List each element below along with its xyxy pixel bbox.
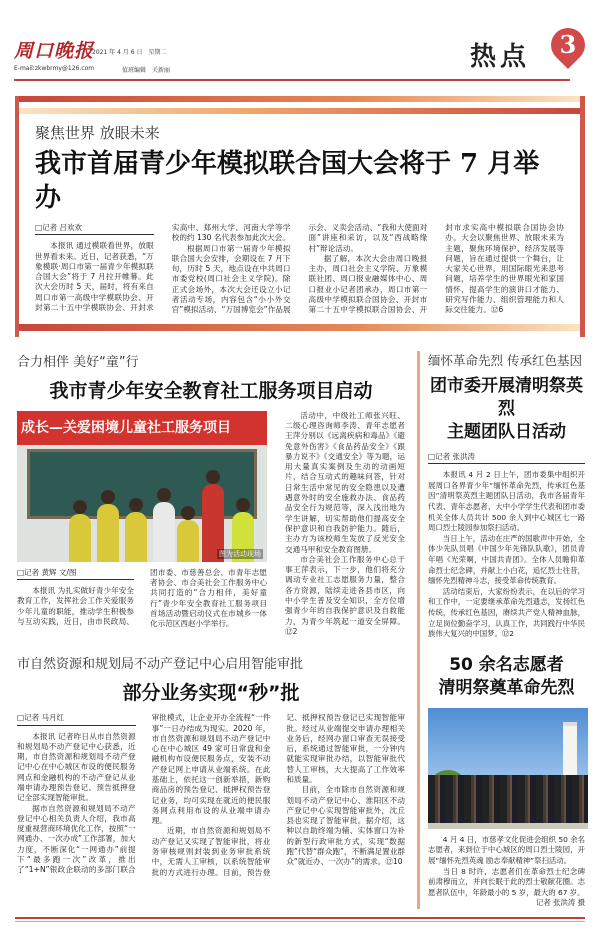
article2-byline: □记者 黄辉 文/图 — [17, 568, 134, 580]
paragraph: 近期，市自然资源和规划局不动产登记又实现了智能审批，将业务审核规则封装到业务审批系统中，无需人工审核，以系统智能审批的方式进行办理。目前，预告登记、抵押权预告登记已实现智能审批。经过从业端提交申请办理相关业务后，经网办窗口审查无误接受后，系统通过智能审批，一分钟内就能实现审批办结，以智能审批代替人工审核，大大提高了工作效率和质量。 — [151, 713, 405, 877]
page-number: 3 — [559, 30, 577, 59]
article2-body — [17, 568, 267, 630]
footer-rule — [15, 917, 585, 919]
article2-kicker: 合力相伴 美好“童”行 — [17, 354, 139, 370]
title-line: 团市委开展清明祭英烈 — [430, 375, 583, 419]
article2-left — [17, 411, 267, 638]
title-line: 50 余名志愿者 — [449, 654, 564, 675]
masthead — [0, 0, 600, 84]
paragraph: 本报讯 记者昨日从市自然资源和规划局不动产登记中心获悉，近期，市自然资源和规划局不动产登记中心在中心城区布设的便民服务网点和金融机构的不动产登记从业端申请办理预告登记、预告抵押登记全部实现智能审批。 — [17, 731, 136, 803]
article4-body — [428, 452, 585, 640]
paragraph: 本报讯 为扎实做好青少年安全教育工作，发挥社会工作关爱服务少年儿童的职能，推动学生积极参与互动实践，近日，由市民政局、团市委、市慈善总会、市青年志愿者协会、市合美社会工作服务中心共同打造的“合力相伴，美好童行”青少年安全教育社工服务项目首场活动暨启动仪式在市城乡一体化示范区西赵小学举行。 — [17, 567, 267, 629]
article4-byline: □记者 张洪涛 — [428, 452, 585, 465]
paragraph: 本报讯 通过模联看世界，放眼世界看未来。近日，记者获悉，“万象模联·周口市第一届青少年模拟联合国大会”将于 7 月拉开帷幕。此次大会历时 5 天，届时，将有来自周口市第一高级中学模联协会、开封第二十五中学模联协会、开封求实高中、郑州大学、河南大学等学校的约 130 名代表参加此次大会。 — [35, 223, 291, 313]
paragraph: 目前，全市除市自然资源和规划局不动产登记中心、淮阳区不动产登记中心实现智能审批外，沈丘县也实现了智能审批。据介绍，这种以自助终端为辅、实体窗口为补的新型行政审批方式，实现“数据跑”代替“群众跑”，不断满足置业群众“就近办、一次办”的需求。⑫10 — [286, 785, 405, 867]
paragraph: 据市自然资源和规划局不动产登记中心相关负责人介绍，我市高度重视营商环境优化工作，按照“一网通办、一次办成”工作部署，加大力度，不断深化“一网通办”前提下“最多跑一次”改革，推出了“1+N”银政企联动的多部门联合审批模式，让企业开办全流程“一件事”一日办结成为现实。2020 年，市自然资源和规划局不动产登记中心在中心城区 49 家可日常盘和金融机构布设便民服务点，安装不动产登记网上申请从业端系统。在此基础上，依托这一创新举措，新购商品房的预告登记、抵押权预告登记业务，均可实现在就近的便民服务网点利用布设的从业端申请办理。 — [17, 713, 271, 875]
article1-body — [35, 223, 564, 316]
lower-section — [17, 351, 585, 909]
title-line: 主题团队日活动 — [447, 421, 566, 442]
decor-band — [19, 108, 580, 114]
title-line: 清明祭奠革命先烈 — [438, 677, 575, 698]
editor: 值班编辑 关新丽 — [122, 67, 171, 74]
ground — [428, 823, 588, 829]
crowd — [428, 775, 588, 823]
paragraph: 当日 8 时许，志愿者们在革命烈士纪念碑前肃穆而立，并向长眠于此的烈士敬献花圈。志愿者队伍中，年龄最小的 5 岁，最大的 67 岁。 — [428, 866, 585, 897]
header-rule — [14, 79, 570, 81]
photo-credit: 记者 张洪涛 摄 — [535, 898, 585, 908]
paragraph: 活动中，中级社工师张兴旺、二级心理咨询师李涛、青年志愿者王萍分别以《远离疾病和毒品》《避免意外伤害》《食品药品安全》《跟暴力说不》《交通安全》等为题，运用大量真实案例及生动的动画短片，结合互动式的趣味问答，针对日常生活中常见的安全隐患以及遭遇意外时的安全施救办法、食品药品安全行为规范等，深入浅出地为学生讲解，切实帮助他们提高安全保护意识和自我防护能力。随后，主办方为该校师生发放了反光安全交通马甲和安全教育图册。 — [285, 410, 405, 554]
article2-body-right — [285, 411, 405, 638]
left-column — [17, 351, 405, 909]
article3 — [17, 653, 405, 878]
person — [177, 520, 199, 562]
article3-kicker: 市自然资源和规划局不动产登记中心启用智能审批 — [17, 657, 304, 673]
article5-caption — [428, 835, 585, 909]
photo-banner: 成长—关爱困境儿童社工服务项目 — [17, 411, 267, 445]
article3-byline: □记者 马月红 — [17, 713, 136, 725]
decor-band — [19, 96, 580, 102]
paragraph: 活动结束后，大家纷纷表示，在以后的学习和工作中，一定要继承革命先烈遗志，发扬红色传统，传承红色基因，赓续共产党人精神血脉，立足岗位勤奋学习，认真工作，共同践行中华民族伟大复兴的中国梦。⑫2 — [428, 586, 585, 639]
article1-byline: □记者 吕欢欢 — [35, 223, 154, 235]
lead-story — [15, 96, 585, 337]
article2-row — [17, 411, 405, 638]
article4-title — [428, 375, 585, 444]
footer-rule — [15, 921, 585, 922]
decor-band — [19, 324, 580, 331]
section-title: 热点 — [470, 42, 531, 72]
right-column — [417, 351, 585, 909]
article3-body — [17, 713, 405, 878]
article1-kicker: 聚焦世界 放眼未来 — [35, 124, 160, 142]
paragraph: 4 月 4 日，市慈孝文化促进会组织 50 余名志愿者，来到位于中心城区的周口烈士陵园，开展“缅怀先烈英魂 励志奉献精神”祭扫活动。 — [428, 834, 585, 865]
article5-photo — [428, 708, 588, 829]
paragraph: 当日上午，活动在庄严的国歌声中开始，全体少先队员唱《中国少年先锋队队歌》，团员青年唱《光荣啊，中国共青团》。全体人员瞻仰革命烈士纪念碑，并献上小白花，追忆烈士往昔，缅怀先烈精神斗志，接受革命传统教育。 — [428, 533, 585, 586]
article1-title: 我市首届青少年模拟联合国大会将于 7 月举办 — [35, 149, 540, 213]
person — [97, 504, 119, 562]
photo-caption: 图为活动现场 — [219, 549, 261, 558]
article2-title: 我市青少年安全教育社工服务项目启动 — [49, 379, 373, 402]
issue-date: 2021 年 4 月 6 日 星期二 — [92, 49, 167, 56]
article2-photo — [17, 411, 267, 562]
paragraph: 市合美社会工作服务中心总干事王萍表示，下一步，他们将充分调动专业社工志愿服务力量，整合各方资源，陆续走进各县市区，向中小学生普及安全知识，全方位增强青少年的自我保护意识及自救能力，为青少年筑起一道安全屏障。⑫2 — [285, 554, 405, 636]
email: E-mail:zkwbrmy@126.com — [14, 65, 95, 72]
paragraph: 本报讯 4 月 2 日上午，团市委集中组织开展周口各界青少年“缅怀革命先烈，传承红色基因”清明祭英烈主题团队日活动，我市各届青年代表、青年志愿者、大中小学学生代表和团市委机关全体人员共计 500 余人到中心城区七一路周口烈士陵园参加祭扫活动。 — [428, 470, 585, 533]
person — [153, 502, 175, 562]
person — [125, 512, 147, 562]
paragraph: 据了解，本次大会由周口晚报主办，周口社会主义学院、万象模联社团、周口报业融媒体中心、周口报业小记者团承办，周口市第一高级中学模拟联合国协会、开封市第二十五中学模拟联合国协会、开封市求实高中模拟联合国协会协办。大会以聚焦世界、放眼未来为主题，聚焦环境保护、经济发展等问题，旨在通过提供一个舞台，让大家关心世界，用国际眼光来思考问题，培养学生的世界眼光和家国情怀，提高学生的演讲口才能力、研究写作能力、组织管理能力和人际交往能力。⑫6 — [308, 223, 564, 315]
article3-title: 部分业务实现“秒”批 — [122, 682, 300, 705]
person — [69, 514, 91, 562]
newspaper-logo: 周口晚报 — [14, 40, 95, 62]
paragraph: 根据周口市第一届青少年模拟联合国大会安排，会期设在 7 月下旬，历时 5 天，地点设在中共周口市委党校(周口社会主义学院)。除正式会场外，本次大会还设立小记者活动专场，内容包含“小小外交官”模拟活动、“万国博览会”作品展示会、义卖会活动、“我和大使面对面”讲座和采访，以及“西战略缘村”辩论活动。 — [171, 223, 428, 315]
article5-title — [428, 654, 585, 700]
article4-kicker: 缅怀革命先烈 传承红色基因 — [428, 352, 582, 368]
